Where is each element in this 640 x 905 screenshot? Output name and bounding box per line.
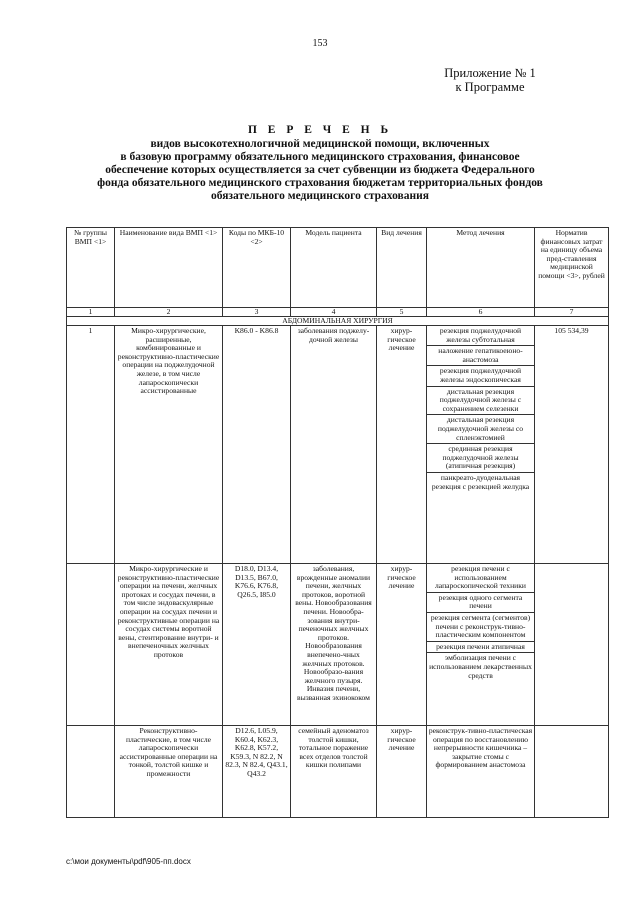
method-item: резекция поджелудочной железы эндоскопическая (427, 365, 534, 385)
table-row (67, 726, 609, 818)
table-header-row (67, 228, 609, 308)
header-cell: Вид лечения (377, 228, 427, 308)
model-cell: семейный аденоматоз толстой кишки, тотальное поражение всех отделов толстой кишки полипами (291, 726, 377, 818)
method-item: дистальная резекция поджелудочной железы со спленэктомией (427, 414, 534, 443)
method-item: срединная резекция поджелудочной железы (атипичная резекция) (427, 443, 534, 472)
method-item: резекция сегмента (сегментов) печени с реконструк-тивно-пластическим компонентом (427, 612, 534, 641)
treatment-type-cell: хирур-гическое лечение (377, 326, 427, 564)
table-row (67, 326, 609, 564)
column-number: 2 (115, 308, 223, 317)
appendix-line-2: к Программе (455, 80, 525, 94)
group-cell (67, 564, 115, 726)
column-number: 6 (427, 308, 535, 317)
method-item: резекция печени атипичная (427, 641, 534, 653)
column-number: 3 (223, 308, 291, 317)
title-line: в базовую программу обязательного медицинского страхования, финансовое (120, 151, 520, 163)
name-cell: Микро-хирургические, расширенные, комбинированные и реконструктивно-пластические операции на поджелудочной железе, в том числе лапароскопически ассистированные (115, 326, 223, 564)
title-line: обязательного медицинского страхования (211, 190, 429, 202)
section-title: АБДОМИНАЛЬНАЯ ХИРУРГИЯ (67, 317, 609, 326)
method-item: резекция печени с использованием лапароскопической техники (435, 564, 526, 591)
name-cell: Микро-хирургические и реконструктивно-пластические операции на печени, желчных протоках и сосудах печени, в том числе эндоваскулярные операции на сосудах печени и реконструктивные операции на сосудах системы воротной вены, стентирование внутри- и внепеченочных желчных протоков (115, 564, 223, 726)
codes-cell: D12.6, L05.9, K60.4, K62.3, K62.8, K57.2, K59.3, N 82.2, N 82.3, N 82.4, Q43.1, Q43.2 (223, 726, 291, 818)
vmp-table (66, 227, 609, 818)
file-path-footer: c:\мои документы\pdf\905-пп.docx (66, 857, 191, 866)
methods-cell (427, 726, 535, 818)
header-cell: № группы ВМП <1> (67, 228, 115, 308)
page-number: 153 (312, 38, 328, 49)
method-item: резекция одного сегмента печени (427, 592, 534, 612)
cost-cell (535, 564, 609, 726)
cost-cell: 105 534,39 (535, 326, 609, 564)
codes-cell: K86.0 - K86.8 (223, 326, 291, 564)
column-number: 4 (291, 308, 377, 317)
title-line: обеспечение которых осуществляется за счет субвенции из бюджета Федерального (105, 164, 535, 176)
column-number: 5 (377, 308, 427, 317)
cost-cell (535, 726, 609, 818)
method-item: дистальная резекция поджелудочной железы с сохранением селезенки (427, 386, 534, 415)
appendix-line-1: Приложение № 1 (444, 66, 536, 80)
methods-cell (427, 564, 535, 726)
column-number: 1 (67, 308, 115, 317)
model-cell: заболевания, врожденные аномалии печени, желчных протоков, воротной вены. Новообразования печени. Новообра-зования внутри-печеночных желчных протоков. Новообразования внепечено-чных желчных протоков. Новообразо-вания желчного пузыря. Инвазия печени, вызванная эхинококом (291, 564, 377, 726)
title-line: фонда обязательного медицинского страхования бюджетам территориальных фондов (97, 177, 543, 189)
header-cell: Модель пациента (291, 228, 377, 308)
title-line: видов высокотехнологичной медицинской помощи, включенных (150, 138, 490, 150)
method-item: резекция поджелудочной железы субтотальная (439, 326, 522, 344)
header-cell: Наименование вида ВМП <1> (115, 228, 223, 308)
method-item: панкреато-дуоденальная резекция с резекцией желудка (427, 472, 534, 492)
title-heading: П Е Р Е Ч Е Н Ь (247, 124, 393, 136)
column-number-row (67, 308, 609, 317)
treatment-type-cell: хирур-гическое лечение (377, 564, 427, 726)
methods-cell (427, 326, 535, 564)
group-cell (67, 726, 115, 818)
header-cell: Коды по МКБ-10 <2> (223, 228, 291, 308)
name-cell: Реконструктивно-пластические, в том числе лапароскопически ассистированные операции на тонкой, толстой кишке и промежности (115, 726, 223, 818)
header-cell: Метод лечения (427, 228, 535, 308)
document-title (60, 124, 580, 203)
header-cell: Норматив финансовых затрат на единицу объема пред-ставления медицинской помощи <3>, рублей (535, 228, 609, 308)
method-item: реконструк-тивно-пластическая операция по восстановлению непрерывности кишечника – закрытие стомы с формированием анастомоза (428, 726, 533, 770)
section-row (67, 317, 609, 326)
codes-cell: D18.0, D13.4, D13.5, B67.0, K76.6, K76.8, Q26.5, I85.0 (223, 564, 291, 726)
column-number: 7 (535, 308, 609, 317)
appendix-label (430, 66, 550, 94)
group-cell: 1 (67, 326, 115, 564)
treatment-type-cell: хирур-гическое лечение (377, 726, 427, 818)
method-item: эмболизация печени с использованием лекарственных средств (427, 652, 534, 681)
table-row (67, 564, 609, 726)
method-item: наложение гепатикоеюно-анастомоза (427, 345, 534, 365)
model-cell: заболевания поджелу-дочной железы (291, 326, 377, 564)
